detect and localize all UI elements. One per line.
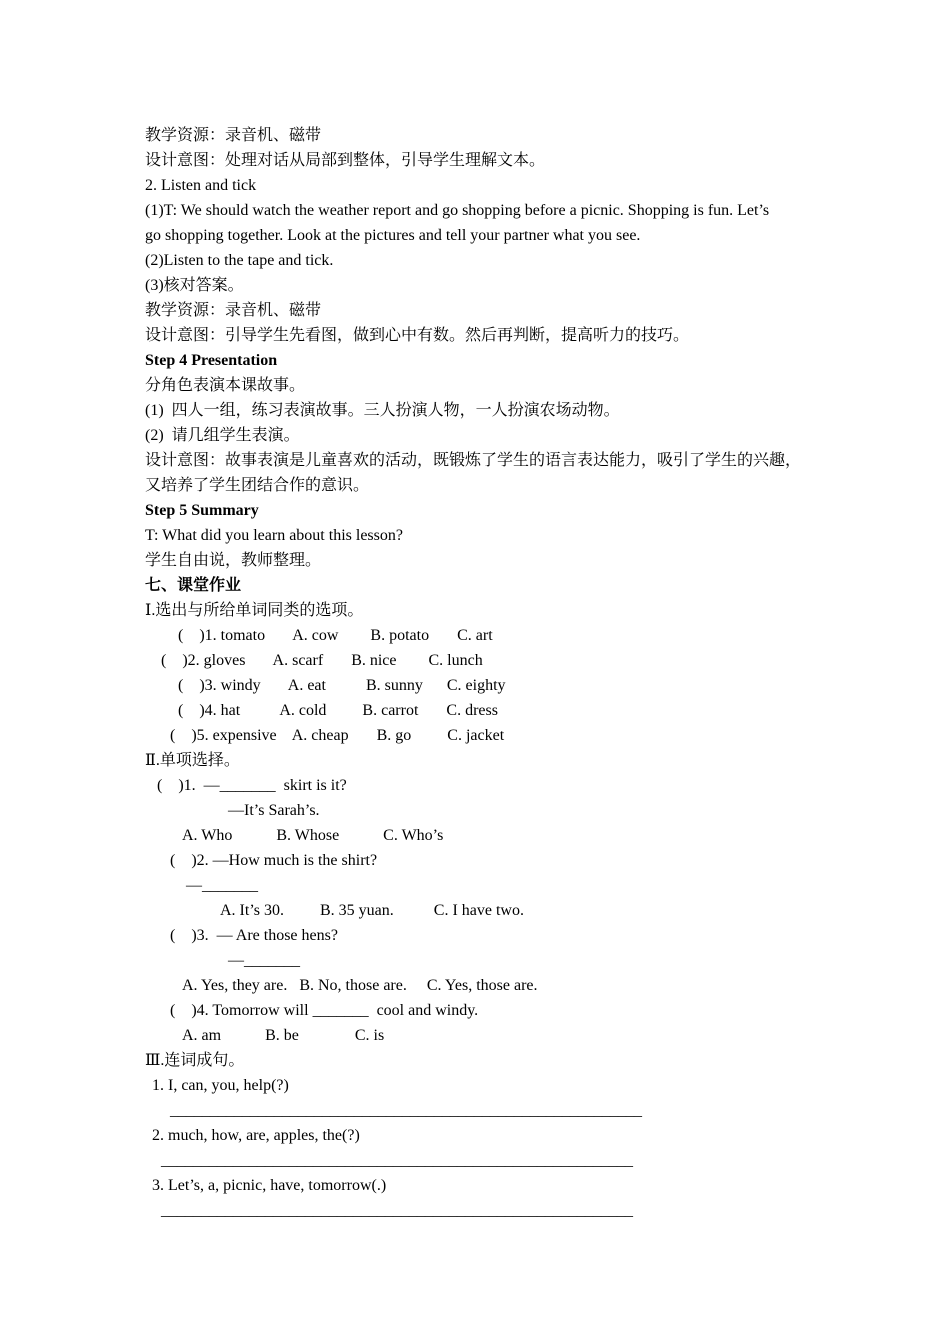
answer-blank: —_______ [186, 877, 258, 894]
exercise-item: ( )2. —How much is the shirt? [170, 852, 378, 869]
exercise-item: ( )2. gloves A. scarf B. nice C. lunch [161, 652, 483, 669]
exercise-heading: Ⅱ.单项选择。 [145, 752, 240, 769]
text-line: 教学资源：录音机、磁带 [145, 302, 322, 319]
text-line: 又培养了学生团结合作的意识。 [145, 477, 370, 494]
exercise-item: 2. much, how, are, apples, the(?) [152, 1127, 360, 1144]
exercise-item: ( )3. windy A. eat B. sunny C. eighty [178, 677, 506, 694]
exercise-item: ( )4. hat A. cold B. carrot C. dress [178, 702, 498, 719]
section-heading: 七、课堂作业 [145, 577, 242, 594]
text-line: (3)核对答案。 [145, 277, 244, 294]
text-line: (2) 请几组学生表演。 [145, 427, 300, 444]
text-line: 设计意图：处理对话从局部到整体，引导学生理解文本。 [145, 152, 546, 169]
text-line: go shopping together. Look at the pictures and tell your partner what you see. [145, 227, 641, 244]
answer-line: ___________________________________________________________ [161, 1202, 633, 1219]
text-line: 设计意图：引导学生先看图，做到心中有数。然后再判断，提高听力的技巧。 [145, 327, 690, 344]
answer-line: ___________________________________________________________ [170, 1102, 642, 1119]
section-heading: Step 4 Presentation [145, 352, 278, 369]
text-line: (1) 四人一组，练习表演故事。三人扮演人物，一人扮演农场动物。 [145, 402, 620, 419]
exercise-heading: Ⅲ.连词成句。 [145, 1052, 245, 1069]
exercise-item: ( )4. Tomorrow will _______ cool and windy. [170, 1002, 479, 1019]
answer-line: ___________________________________________________________ [161, 1152, 633, 1169]
text-line: 教学资源：录音机、磁带 [145, 127, 322, 144]
text-line: (1)T: We should watch the weather report and go shopping before a picnic. Shopping is fun. Let’s [145, 202, 770, 219]
answer-options: A. am B. be C. is [182, 1027, 385, 1044]
answer-options: A. Who B. Whose C. Who’s [182, 827, 444, 844]
text-line: 学生自由说，教师整理。 [145, 552, 322, 569]
text-line: (2)Listen to the tape and tick. [145, 252, 334, 269]
exercise-item: ( )1. tomato A. cow B. potato C. art [178, 627, 493, 644]
text-line: 设计意图：故事表演是儿童喜欢的活动，既锻炼了学生的语言表达能力，吸引了学生的兴趣， [145, 452, 802, 469]
exercise-heading: Ⅰ.选出与所给单词同类的选项。 [145, 602, 364, 619]
answer-blank: —_______ [228, 952, 300, 969]
section-heading: Step 5 Summary [145, 502, 259, 519]
text-line: 分角色表演本课故事。 [145, 377, 306, 394]
text-line: T: What did you learn about this lesson? [145, 527, 403, 544]
text-line: 2. Listen and tick [145, 177, 257, 194]
exercise-item: ( )1. —_______ skirt is it? [157, 777, 347, 794]
exercise-item: —It’s Sarah’s. [228, 802, 320, 819]
exercise-item: 1. I, can, you, help(?) [152, 1077, 289, 1094]
exercise-item: ( )3. — Are those hens? [170, 927, 338, 944]
exercise-item: ( )5. expensive A. cheap B. go C. jacket [170, 727, 505, 744]
answer-options: A. It’s 30. B. 35 yuan. C. I have two. [220, 902, 524, 919]
answer-options: A. Yes, they are. B. No, those are. C. Yes, those are. [182, 977, 538, 994]
exercise-item: 3. Let’s, a, picnic, have, tomorrow(.) [152, 1177, 387, 1194]
